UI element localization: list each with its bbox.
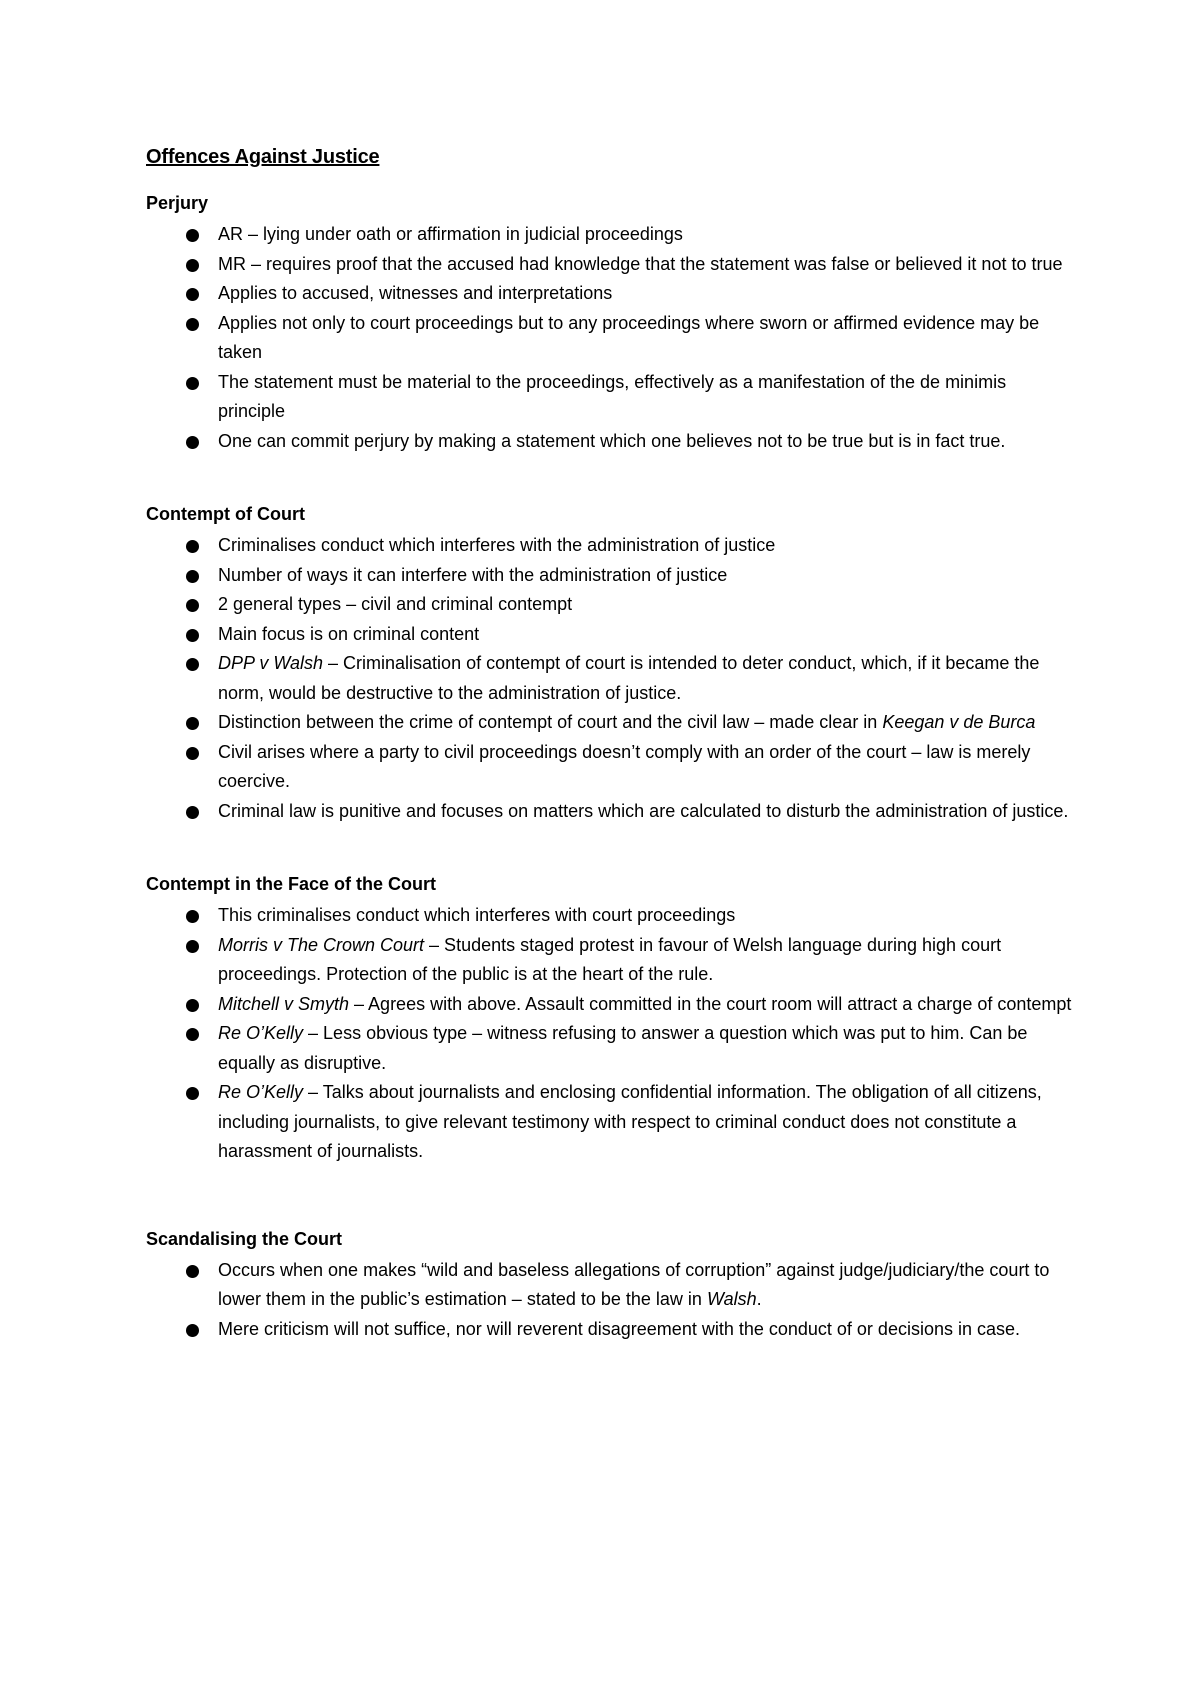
scandalising-list [146,1256,1076,1345]
list-item [146,738,1076,797]
section-perjury [146,189,1076,456]
list-item [146,590,1076,620]
bullet-icon [186,259,199,272]
list-item [146,279,1076,309]
list-item-text: The statement must be material to the proceedings, effectively as a manifestation of the de minimis principle [218,371,1007,421]
bullet-icon [186,940,199,953]
case-citation: Keegan v de Burca [882,712,1036,732]
list-item [146,1256,1076,1315]
list-item-text: One can commit perjury by making a statement which one believes not to be true but is in fact true. [218,430,1006,451]
list-item-text: AR – lying under oath or affirmation in judicial proceedings [218,224,683,244]
list-item-text: Occurs when one makes “wild and baseless allegations of corruption” against judge/judiciary/the court to lower them in the public’s estimation – stated to be the law in [218,1259,1050,1309]
list-item [146,990,1076,1020]
list-item-text: Applies not only to court proceedings but to any proceedings where sworn or affirmed evidence may be taken [218,312,1040,362]
case-citation: Re O’Kelly [218,1023,304,1043]
list-item [146,309,1076,368]
contempt-list [146,531,1076,826]
list-item [146,708,1076,738]
bullet-icon [186,1265,199,1278]
list-item-text: Criminalises conduct which interferes with the administration of justice [218,535,776,555]
list-item [146,620,1076,650]
bullet-icon [186,318,199,331]
list-item [146,427,1076,457]
case-citation: Morris v The Crown Court [218,934,425,955]
bullet-icon [186,570,199,583]
list-item [146,1019,1076,1078]
list-item [146,220,1076,250]
bullet-icon [186,658,199,671]
list-item [146,1078,1076,1167]
bullet-icon [186,717,199,730]
list-item-text: 2 general types – civil and criminal contempt [218,594,573,614]
list-item-text: – Talks about journalists and enclosing confidential information. The obligation of all citizens, including journalists, to give relevant testimony with respect to criminal conduct does not constitute a harassment of journalists. [218,1082,1042,1161]
section-contempt-face [146,870,1076,1167]
list-item [146,649,1076,708]
list-item-text: – Less obvious type – witness refusing to answer a question which was put to him. Can be equally as disruptive. [218,1023,1028,1073]
section-heading-perjury: Perjury [146,193,209,213]
document-title: Offences Against Justice [146,146,380,168]
bullet-icon [186,999,199,1012]
list-item [146,1315,1076,1345]
bullet-icon [186,629,199,642]
list-item-text: – Agrees with above. Assault committed in the court room will attract a charge of contempt [349,993,1072,1014]
list-item [146,531,1076,561]
list-item-text: Main focus is on criminal content [218,623,480,644]
section-contempt-of-court [146,500,1076,826]
list-item [146,901,1076,931]
list-item [146,931,1076,990]
bullet-icon [186,540,199,553]
section-heading-scandalising: Scandalising the Court [146,1228,343,1249]
list-item [146,561,1076,591]
case-citation: DPP v Walsh [218,653,324,673]
case-citation: Walsh [706,1289,757,1309]
case-citation: Re O’Kelly [218,1082,304,1102]
bullet-icon [186,747,199,760]
list-item-text: Civil arises where a party to civil proceedings doesn’t comply with an order of the court – law is merely coercive. [218,741,1031,791]
face-list [146,901,1076,1167]
list-item-text: – Criminalisation of contempt of court is intended to deter conduct, which, if it became the norm, would be destructive to the administration of justice. [218,653,1040,703]
list-item-text: Applies to accused, witnesses and interpretations [218,283,613,303]
bullet-icon [186,910,199,923]
list-item [146,250,1076,280]
list-item-text-end: . [756,1289,762,1309]
case-citation: Mitchell v Smyth [218,993,350,1014]
bullet-icon [186,599,199,612]
list-item [146,368,1076,427]
section-heading-face: Contempt in the Face of the Court [146,874,436,894]
list-item [146,797,1076,827]
bullet-icon [186,377,199,390]
list-item-text: This criminalises conduct which interferes with court proceedings [218,905,736,925]
bullet-icon [186,806,199,819]
bullet-icon [186,1028,199,1041]
list-item-text: Criminal law is punitive and focuses on matters which are calculated to disturb the administration of justice. [218,800,1069,821]
document-page [146,146,1076,1344]
perjury-list [146,220,1076,456]
list-item-text: Number of ways it can interfere with the administration of justice [218,564,728,585]
bullet-icon [186,1324,199,1337]
bullet-icon [186,229,199,242]
bullet-icon [186,436,199,449]
list-item-text: MR – requires proof that the accused had knowledge that the statement was false or believed it not to true [218,253,1063,274]
section-scandalising [146,1225,1076,1345]
list-item-text: – Students staged protest in favour of Welsh language during high court proceedings. Protection of the public is at the heart of the rule. [218,934,1002,984]
bullet-icon [186,1087,199,1100]
list-item-text: Distinction between the crime of contempt of court and the civil law – made clear in [218,712,883,732]
section-heading-contempt: Contempt of Court [146,504,305,524]
bullet-icon [186,288,199,301]
list-item-text: Mere criticism will not suffice, nor will reverent disagreement with the conduct of or decisions in case. [218,1318,1021,1339]
